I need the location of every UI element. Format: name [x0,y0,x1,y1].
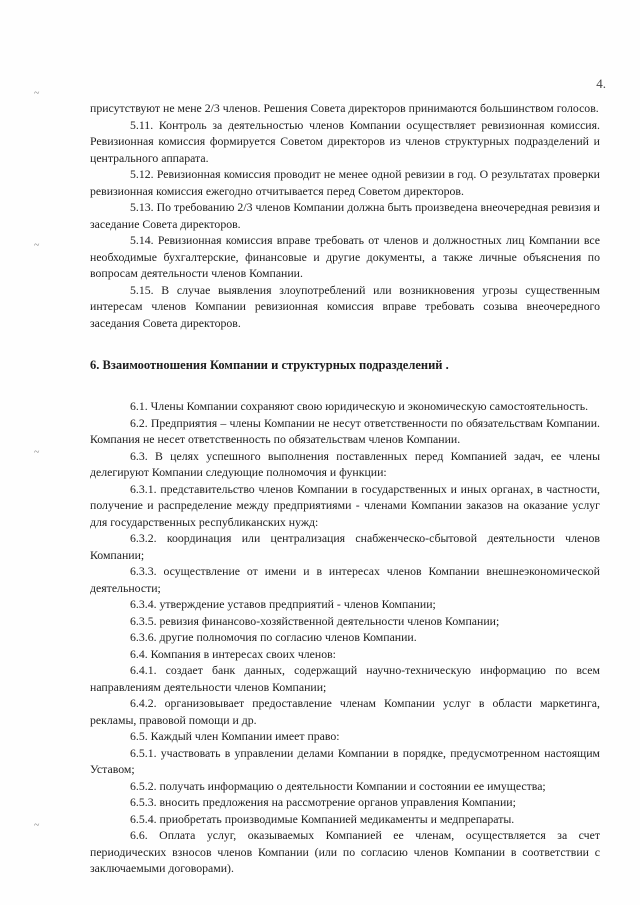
paragraph: 6.5.2. получать информацию о деятельности Компании и состоянии ее имущества; [130,778,546,793]
paragraph: 6.5.4. приобретать производимые Компанией медикаменты и медпрепараты. [130,811,515,826]
section-5-continuation [90,100,600,331]
paragraph: 6.3.1. представительство членов Компании в государственных и иных органах, в частности, получение и распределение между предприятиями - членами Компании заказов на оказание услуг для государственных республиканских нужд: [90,481,600,529]
paragraph: 6.5.1. участвовать в управлении делами Компании в порядке, предусмотренном настоящим Уставом; [90,745,600,776]
margin-mark: ~ [34,240,40,251]
paragraph: 6.1. Члены Компании сохраняют свою юридическую и экономическую самостоятельность. [130,399,589,413]
paragraph: 6.3.4. утверждение уставов предприятий - членов Компании; [130,597,436,611]
document-body [90,100,600,877]
paragraph: 6.3.3. осуществление от имени и в интересах членов Компании внешнеэкономической деятельности; [90,564,600,595]
paragraph: 6.3.2. координация или централизация снабженческо-сбытовой деятельности членов Компании; [90,531,600,562]
margin-mark: ~ [34,820,40,831]
paragraph: 5.11. Контроль за деятельностью членов Компании осуществляет ревизионная комиссия. Ревизионная комиссия формируется Советом директоров из членов структурных подразделений и центрального аппарата. [90,117,600,165]
paragraph: 5.13. По требованию 2/3 членов Компании должна быть произведена внеочередная ревизия и заседание Совета директоров. [90,200,600,231]
paragraph: 6.4.2. организовывает предоставление членам Компании услуг в области маркетинга, рекламы, правовой помощи и др. [90,696,600,727]
section-heading: 6. Взаимоотношения Компании и структурных подразделений . [90,358,449,372]
page-number: 4. [596,76,606,91]
paragraph: присутствуют не мене 2/3 членов. Решения Совета директоров принимаются большинством голосов. [90,101,599,115]
paragraph: 5.14. Ревизионная комиссия вправе требовать от членов и должностных лиц Компании все необходимые бухгалтерские, финансовые и другие документы, а также личные объяснения по вопросам деятельности членов Компании. [90,233,600,280]
paragraph: 5.15. В случае выявления злоупотреблений или возникновения угрозы существенным интересам членов Компании ревизионная комиссия вправе требовать созыва внеочередного заседания Совета директоров. [90,282,600,330]
paragraph: 6.3.6. другие полномочия по согласию членов Компании. [130,630,417,644]
paragraph: 5.12. Ревизионная комиссия проводит не менее одной ревизии в год. О результатах проверки ревизионная комиссия ежегодно отчитывается перед Советом директоров. [90,167,600,198]
margin-mark: ~ [34,88,40,99]
section-6 [90,398,600,877]
paragraph: 6.3.5. ревизия финансово-хозяйственной деятельности членов Компании; [130,613,500,628]
paragraph: 6.4. Компания в интересах своих членов: [130,646,336,661]
paragraph: 6.5. Каждый член Компании имеет право: [130,729,340,743]
margin-mark: ~ [34,447,40,458]
paragraph: 6.6. Оплата услуг, оказываемых Компанией ее членам, осуществляется за счет периодических взносов членов Компании (или по согласию членов Компании в соответствии с заключаемыми договорами). [90,828,600,875]
paragraph: 6.3. В целях успешного выполнения поставленных перед Компанией задач, ее члены делегируют Компании следующие полномочия и функции: [90,448,600,479]
paragraph: 6.5.3. вносить предложения на рассмотрение органов управления Компании; [130,795,516,809]
paragraph: 6.2. Предприятия – члены Компании не несут ответственности по обязательствам Компании. Компания не несет ответственность по обязательствам членов Компании. [90,415,600,446]
paragraph: 6.4.1. создает банк данных, содержащий научно-техническую информацию по всем направлениям деятельности членов Компании; [90,663,600,694]
